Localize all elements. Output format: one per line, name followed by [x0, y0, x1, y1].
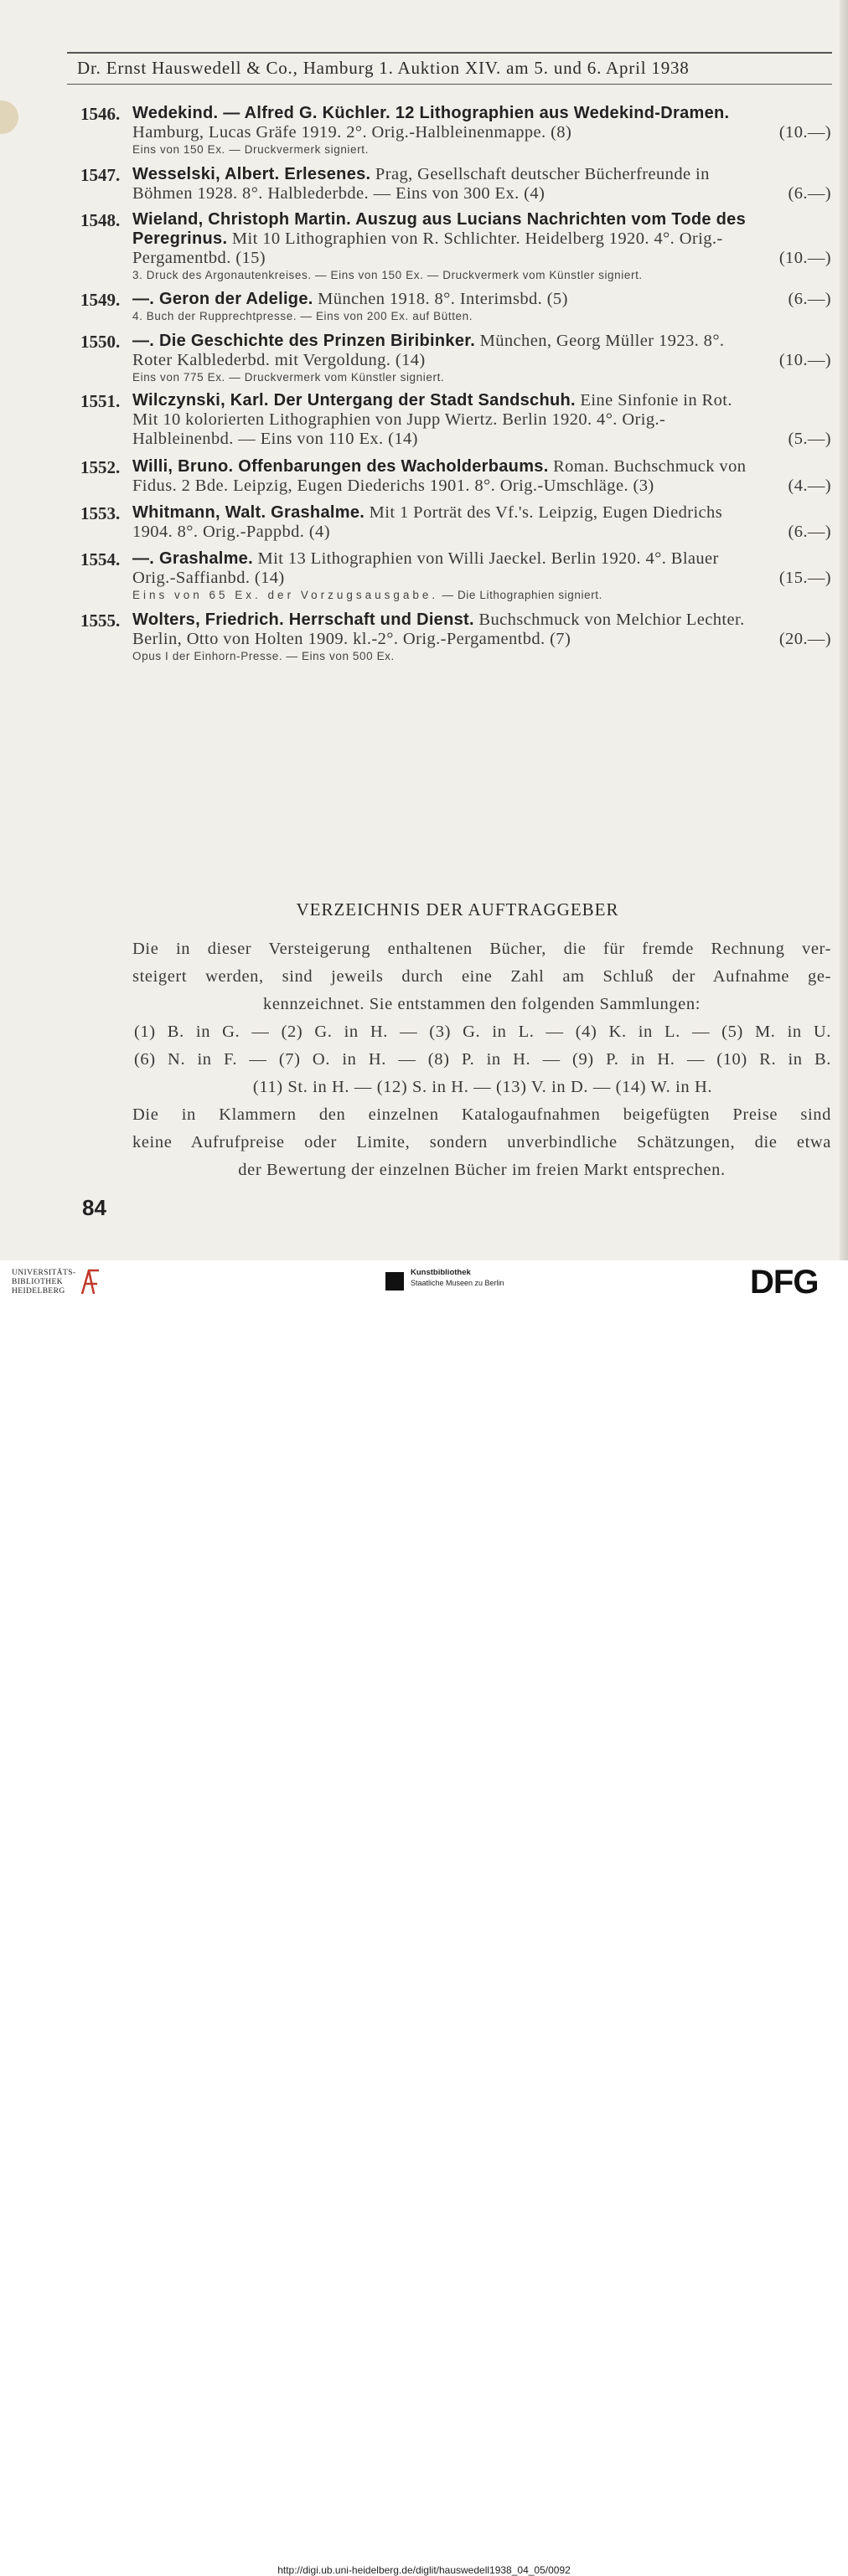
- price: (5.—): [788, 430, 831, 448]
- price: (4.—): [788, 477, 831, 495]
- page-number: 84: [82, 1195, 106, 1220]
- catalog-entry: 1547. Wesselski, Albert. Erlesenes. Prag, Gesellschaft deutscher Bücherfreunde in Böhmen 1928. 8°. Halblederbde. — Eins von 300 Ex. (4) (6.—): [80, 165, 831, 203]
- catalog-entry: 1548. Wieland, Christoph Martin. Auszug aus Lucians Nachrichten vom Tode des Peregrinus. Mit 10 Lithographien von R. Schlichter. Heidelberg 1920. 4°. Orig.- Pergamentbd. (15) (10.—) 3. Druck des Argonautenkreises. — Eins von 150 Ex. — Druckvermerk vom Künstler signiert.: [80, 210, 835, 283]
- intro-paragraph: Die in dieser Versteigerung enthaltenen Bücher, die für fremde Rechnung ver- steigert werden, sind jeweils durch eine Zahl am Schluß der Aufnahme ge- kennzeichnet. Sie entstammen den folgenden Sammlungen:: [132, 940, 831, 1013]
- collections-list: (1) B. in G. — (2) G. in H. — (3) G. in L. — (4) K. in L. — (5) M. in U. (6) N. in F. — (7) O. in H. — (8) P. in H. — (9) P. in H. — (10) R. in B. (11) St. in H. — (12) S. in H. — (13) V. in D. — (14) W. in H.: [134, 1023, 831, 1096]
- catalog-entry: 1555. Wolters, Friedrich. Herrschaft und Dienst. Buchschmuck von Melchior Lechter. Berlin, Otto von Holten 1909. kl.-2°. Orig.-Pergamentbd. (7) (20.—) Opus I der Einhorn-Presse. — Eins von 500 Ex.: [80, 611, 835, 664]
- price: (20.—): [778, 630, 831, 648]
- catalog-entry: 1550. —. Die Geschichte des Prinzen Biribinker. München, Georg Müller 1923. 8°. Roter Kalblederbd. mit Vergoldung. (14) (10.—) Eins von 775 Ex. — Druckvermerk vom Künstler signiert.: [80, 332, 835, 385]
- footer-bar: [0, 1260, 848, 2576]
- catalog-page: [0, 0, 848, 1260]
- page-edge: [840, 0, 848, 1260]
- catalog-entry: 1549. —. Geron der Adelige. München 1918. 8°. Interimsbd. (5) (6.—) 4. Buch der Rupprechtpresse. — Eins von 200 Ex. auf Bütten.: [80, 290, 835, 324]
- paper-stain: [0, 100, 18, 134]
- university-library-logo: UNIVERSITÄTS- BIBLIOTHEK HEIDELBERG: [12, 1269, 76, 1296]
- price: (6.—): [788, 290, 831, 308]
- section-title: VERZEICHNIS DER AUFTRAGGEBER: [296, 899, 619, 920]
- entry-note: Eins von 150 Ex. — Druckvermerk signiert.: [132, 143, 369, 156]
- price: (15.—): [778, 569, 831, 587]
- price: (10.—): [778, 249, 831, 267]
- header-text: Dr. Ernst Hauswedell & Co., Hamburg 1. Auktion XIV. am 5. und 6. April 1938: [77, 58, 690, 78]
- entry-note: Eins von 775 Ex. — Druckvermerk vom Künstler signiert.: [132, 371, 445, 384]
- catalog-entry: 1554. —. Grashalme. Mit 13 Lithographien von Willi Jaeckel. Berlin 1920. 4°. Blauer Orig.-Saffianbd. (14) (15.—) Eins von 65 Ex. der Vorzugsausgabe. — Die Lithographien signiert.: [80, 549, 835, 603]
- kunstbibliothek-logo-icon: [385, 1272, 404, 1291]
- price: (10.—): [778, 351, 831, 369]
- entry-note: Eins von 65 Ex. der Vorzugsausgabe. — Die Lithographien signiert.: [132, 589, 603, 601]
- source-url[interactable]: http://digi.ub.uni-heidelberg.de/diglit/hauswedell1938_04_05/0092: [277, 2564, 571, 2576]
- catalog-entry: 1546. Wedekind. — Alfred G. Küchler. 12 Lithographien aus Wedekind-Dramen. Hamburg, Lucas Gräfe 1919. 2°. Orig.-Halbleinenmappe. (8) (10.—) Eins von 150 Ex. — Druckvermerk signiert.: [80, 104, 835, 157]
- entry-note: Opus I der Einhorn-Presse. — Eins von 500 Ex.: [132, 650, 395, 662]
- price: (10.—): [778, 123, 831, 142]
- university-emblem-icon: [77, 1265, 102, 1299]
- kunstbibliothek-label: Kunstbibliothek Staatliche Museen zu Berlin: [411, 1268, 504, 1287]
- catalog-entry: 1552. Willi, Bruno. Offenbarungen des Wacholderbaums. Roman. Buchschmuck von Fidus. 2 Bde. Leipzig, Eugen Diederichs 1901. 8°. Orig.-Umschläge. (3) (4.—): [80, 457, 831, 495]
- catalog-entry: 1551. Wilczynski, Karl. Der Untergang der Stadt Sandschuh. Eine Sinfonie in Rot. Mit 10 kolorierten Lithographien von Jupp Wiertz. Berlin 1920. 4°. Orig.- Halbleinenbd. — Eins von 110 Ex. (14) (5.—): [80, 391, 831, 448]
- price: (6.—): [788, 184, 831, 203]
- entry-note: 3. Druck des Argonautenkreises. — Eins von 150 Ex. — Druckvermerk vom Künstler signiert.: [132, 269, 643, 281]
- price: (6.—): [788, 523, 831, 541]
- dfg-logo: DFG: [750, 1264, 819, 1301]
- entry-note: 4. Buch der Rupprechtpresse. — Eins von 200 Ex. auf Bütten.: [132, 310, 473, 322]
- catalog-entry: 1553. Whitmann, Walt. Grashalme. Mit 1 Porträt des Vf.'s. Leipzig, Eugen Diedrichs 1904. 8°. Orig.-Pappbd. (4) (6.—): [80, 503, 831, 541]
- running-header: [67, 52, 832, 85]
- price-paragraph: Die in Klammern den einzelnen Katalogaufnahmen beigefügten Preise sind keine Aufrufpreise oder Limite, sondern unverbindliche Schätzungen, die etwa der Bewertung der einzelnen Bücher im freien Markt entsprechen.: [132, 1105, 831, 1179]
